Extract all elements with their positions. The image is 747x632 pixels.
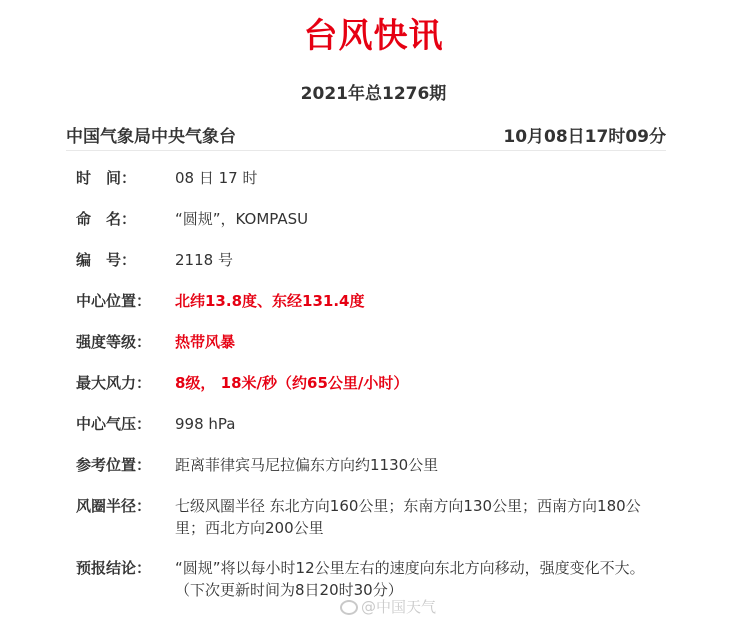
field-label: 中心气压： — [76, 415, 152, 433]
field-value: “圆规”，KOMPASU — [175, 210, 309, 228]
field-value: 距离菲律宾马尼拉偏东方向约1130公里 — [175, 456, 439, 474]
field-label: 参考位置： — [76, 456, 152, 474]
field-value: 北纬13.8度、东经131.4度 — [175, 292, 365, 310]
next-update-note: （下次更新时间为8日20时30分） — [175, 581, 403, 599]
watermark-text: @中国天气 — [361, 598, 437, 616]
field-value: 七级风圈半径 东北方向160公里；东南方向130公里；西南方向180公里；西北方向200公里 — [175, 497, 641, 537]
header-row — [66, 122, 666, 151]
field-value: 998 hPa — [175, 415, 236, 433]
weibo-logo-icon — [340, 600, 358, 615]
field-value: 8级， 18米/秒（约65公里/小时） — [175, 374, 409, 392]
field-value: 2118 号 — [175, 251, 233, 269]
field-value: 08 日 17 时 — [175, 169, 258, 187]
field-label: 强度等级： — [76, 333, 152, 351]
issue-datetime: 10月08日17时09分 — [503, 127, 666, 147]
issuing-organization: 中国气象局中央气象台 — [66, 127, 236, 147]
field-label: 风圈半径： — [76, 497, 152, 515]
field-label: 编 号： — [76, 251, 137, 269]
field-value — [175, 557, 665, 601]
watermark — [340, 596, 436, 617]
field-label: 时 间： — [76, 169, 137, 187]
field-label: 命 名： — [76, 210, 137, 228]
page-title: 台风快讯 — [303, 16, 444, 56]
field-value: 热带风暴 — [175, 333, 236, 351]
field-label: 最大风力： — [76, 374, 152, 392]
issue-number: 2021年总1276期 — [300, 84, 447, 104]
field-label: 中心位置： — [76, 292, 152, 310]
forecast-text: “圆规”将以每小时12公里左右的速度向东北方向移动，强度变化不大。 — [175, 559, 645, 577]
field-label: 预报结论： — [76, 559, 152, 577]
